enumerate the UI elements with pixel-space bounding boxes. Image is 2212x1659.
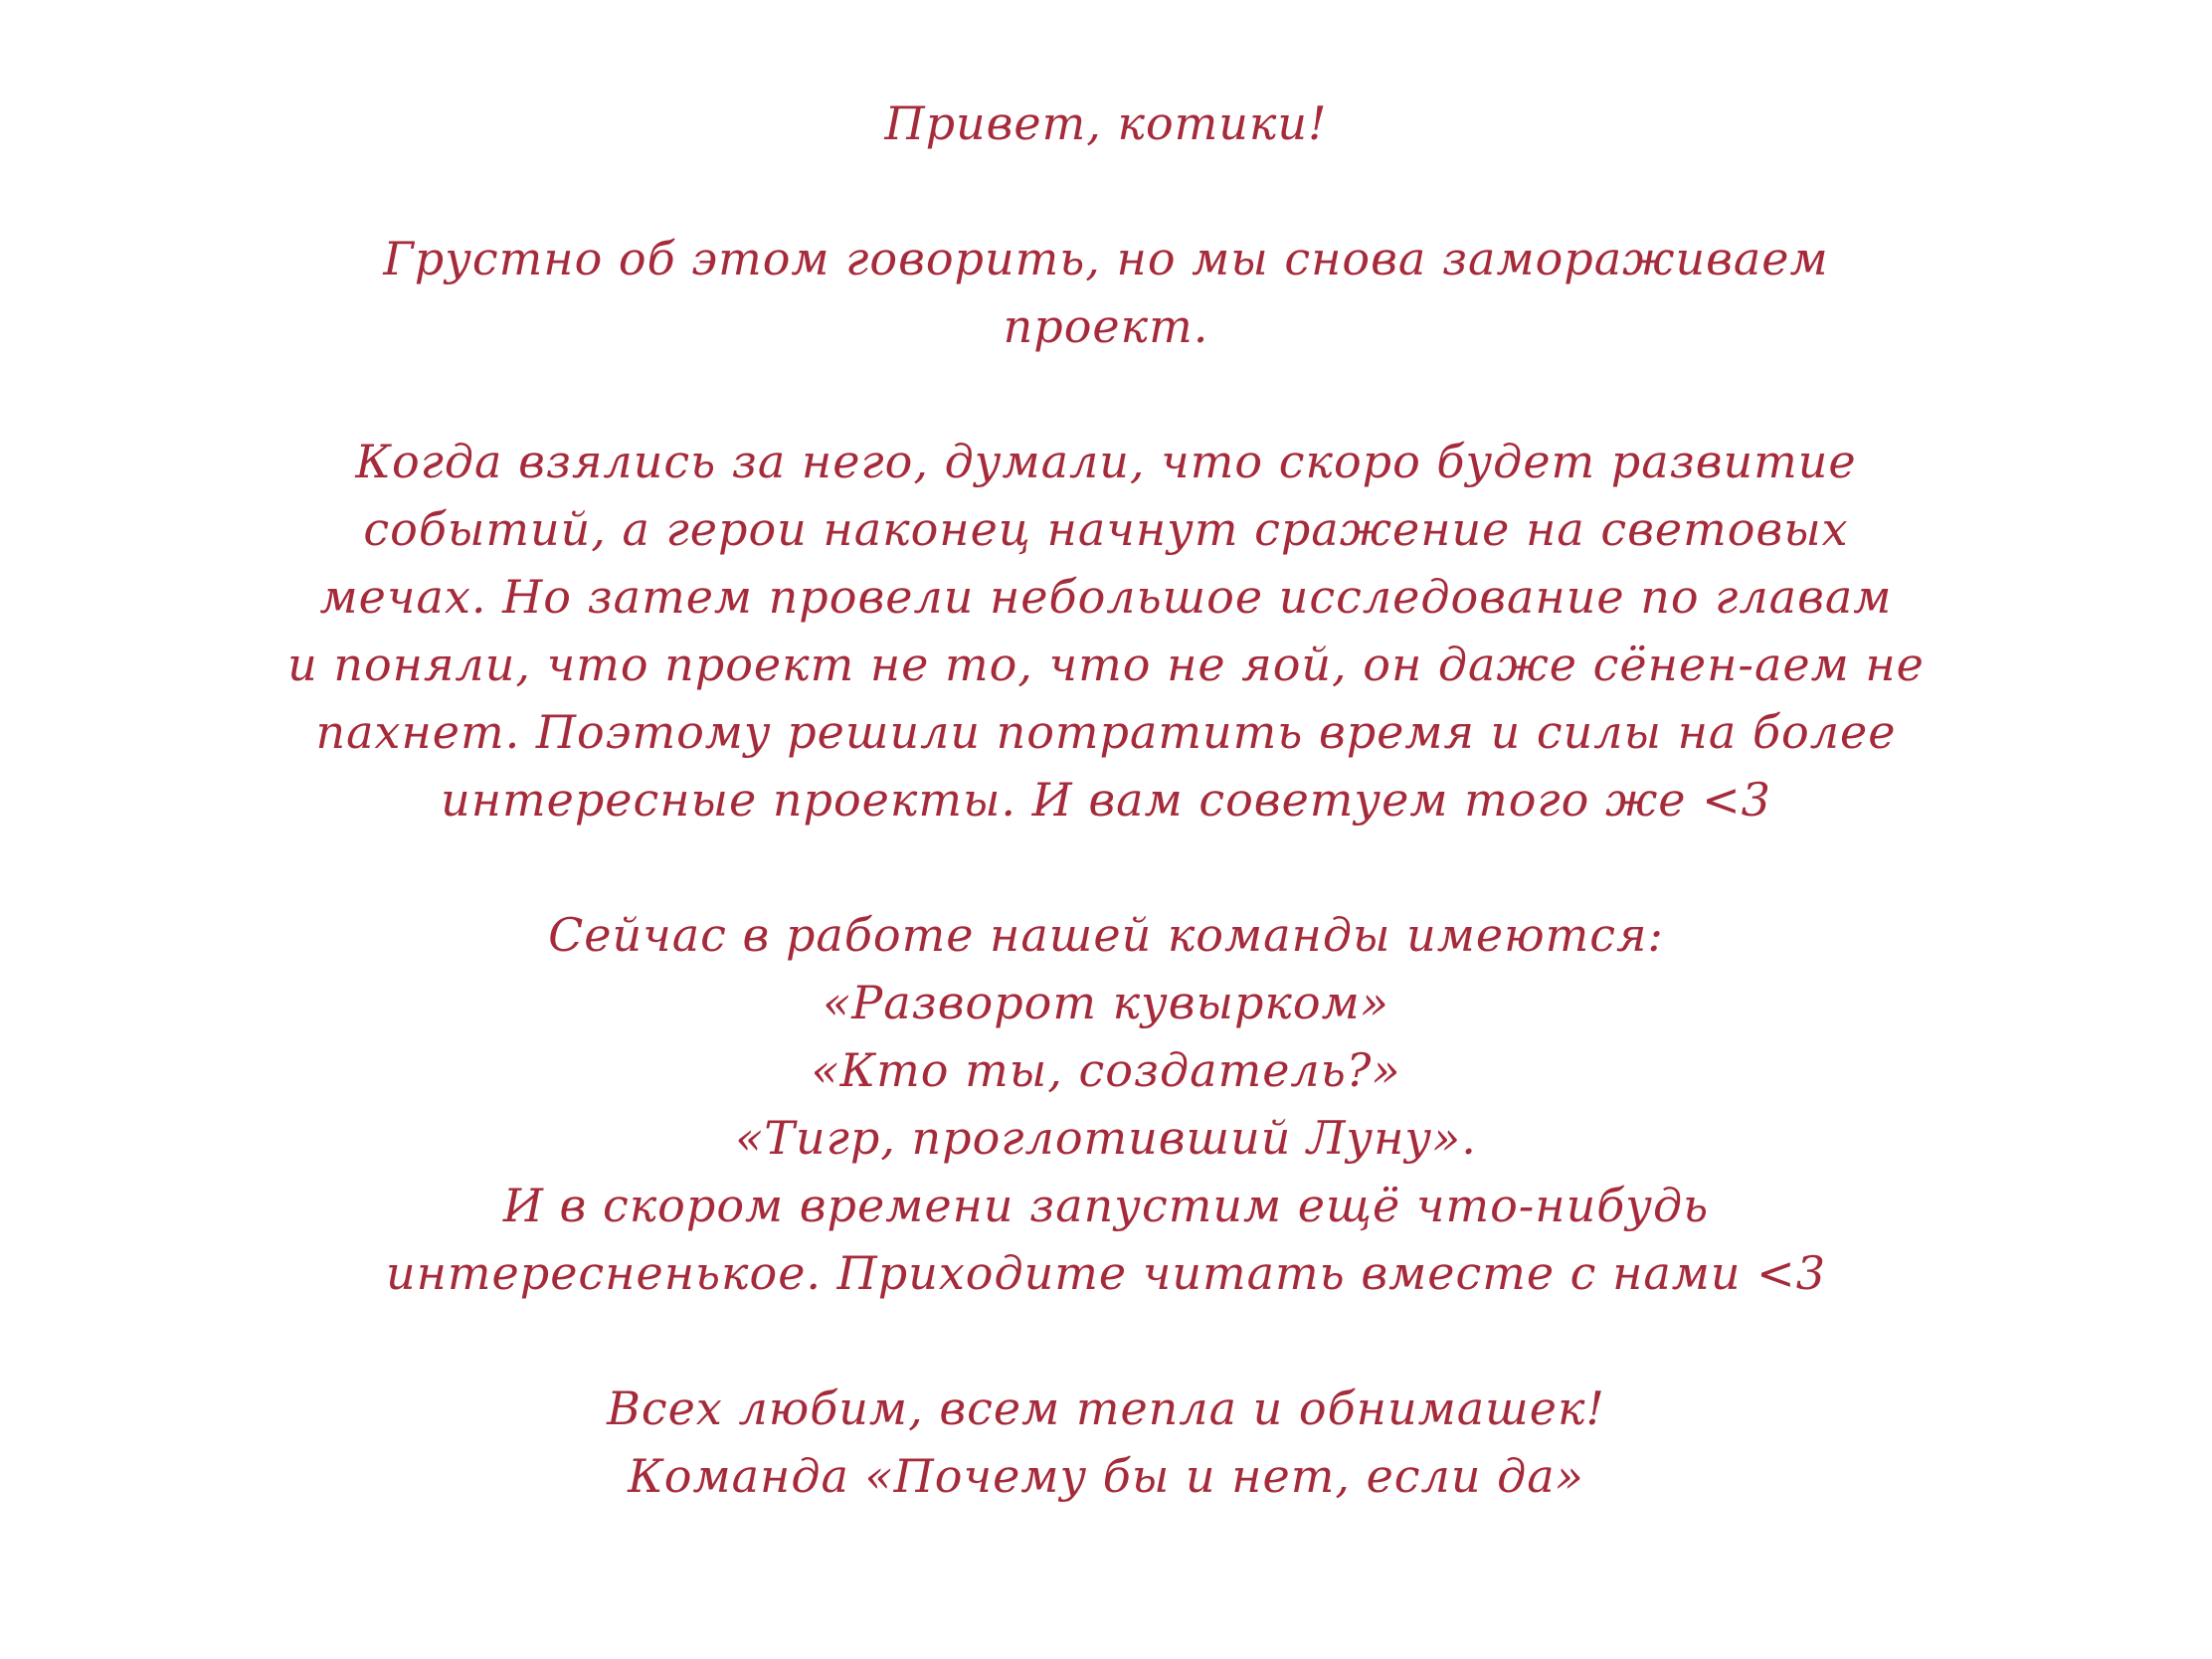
- reason-line: Когда взялись за него, думали, что скоро будет развитие: [355, 435, 1857, 488]
- announcement-line: Грустно об этом говорить, но мы снова замораживаем: [383, 232, 1829, 285]
- project-title: «Разворот кувырком»: [823, 976, 1389, 1029]
- reason-line: мечах. Но затем провели небольшое исследование по главам: [319, 570, 1893, 624]
- projects-intro-line: Сейчас в работе нашей команды имеются:: [548, 908, 1664, 962]
- projects-outro-line: интересненькое. Приходите читать вместе с нами <3: [385, 1246, 1826, 1300]
- paragraph-gap: [0, 360, 2212, 428]
- project-title: «Кто ты, создатель?»: [811, 1043, 1401, 1097]
- reason-line: и поняли, что проект не то, что не яой, он даже сёнен-аем не: [287, 638, 1925, 691]
- paragraph-gap: [0, 1307, 2212, 1375]
- reason-line: событий, а герои наконец начнут сражение на световых: [363, 502, 1849, 556]
- greeting-line: Привет, котики!: [884, 96, 1328, 150]
- project-title: «Тигр, проглотивший Луну».: [735, 1111, 1477, 1165]
- paragraph-gap: [0, 157, 2212, 225]
- closing-line: Всех любим, всем тепла и обнимашек!: [607, 1382, 1605, 1435]
- announcement-letter: [0, 90, 2212, 1510]
- reason-line: пахнет. Поэтому решили потратить время и силы на более: [315, 705, 1897, 759]
- signature-line: Команда «Почему бы и нет, если да»: [628, 1449, 1584, 1503]
- paragraph-gap: [0, 833, 2212, 901]
- announcement-line: проект.: [1003, 299, 1209, 353]
- reason-line: интересные проекты. И вам советуем того же <3: [441, 773, 1771, 827]
- projects-outro-line: И в скором времени запустим ещё что-нибудь: [502, 1179, 1710, 1232]
